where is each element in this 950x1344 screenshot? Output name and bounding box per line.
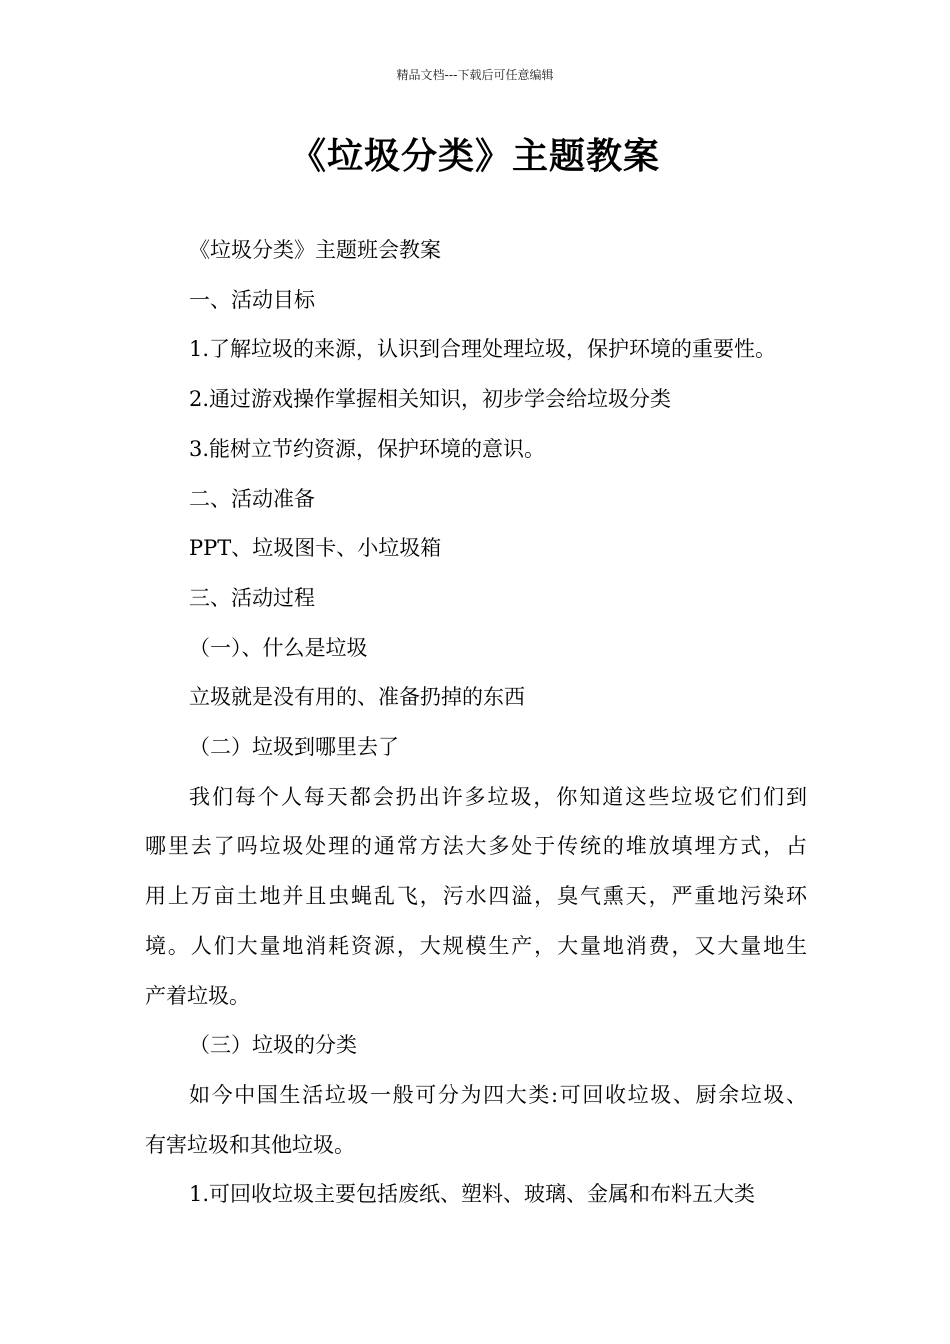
paragraph-line: 如今中国生活垃圾一般可分为四大类:可回收垃圾、厨余垃圾、: [189, 1082, 807, 1107]
list-item: 2.通过游戏操作掌握相关知识，初步学会给垃圾分类: [189, 387, 672, 412]
paragraph-line: 我们每个人每天都会扔出许多垃圾，你知道这些垃圾它们们到: [189, 784, 807, 809]
sub-heading: （一）、什么是垃圾: [189, 635, 368, 660]
section-heading: 一、活动目标: [189, 287, 315, 312]
sub-heading: （三）垃圾的分类: [189, 1033, 357, 1058]
list-item: 1.可回收垃圾主要包括废纸、塑料、玻璃、金属和布料五大类: [189, 1182, 756, 1207]
text-line: 立圾就是没有用的、准备扔掉的东西: [189, 685, 525, 710]
paragraph-line: 产着垃圾。: [145, 983, 250, 1008]
text-line: PPT、垃圾图卡、小垃圾箱: [189, 536, 442, 561]
document-title: 《垃圾分类》主题教案: [289, 136, 660, 177]
paragraph-line: 用上万亩土地并且虫蝇乱飞，污水四溢，臭气熏天，严重地污染环: [145, 884, 807, 909]
sub-heading: （二）垃圾到哪里去了: [189, 735, 399, 760]
section-heading: 二、活动准备: [189, 486, 315, 511]
section-heading: 三、活动过程: [189, 585, 315, 610]
list-item: 1.了解垃圾的来源，认识到合理处理垃圾，保护环境的重要性。: [189, 337, 777, 362]
list-item: 3.能树立节约资源，保护环境的意识。: [189, 436, 546, 461]
paragraph-line: 哪里去了吗垃圾处理的通常方法大多处于传统的堆放填埋方式，占: [145, 834, 807, 859]
document-body: [145, 226, 807, 1220]
paragraph-line: 境。人们大量地消耗资源，大规模生产，大量地消费，又大量地生: [145, 933, 807, 958]
paragraph: [145, 773, 807, 1022]
paragraph-line: 有害垃圾和其他垃圾。: [145, 1132, 355, 1157]
paragraph: [145, 1071, 807, 1170]
subtitle-line: 《垃圾分类》主题班会教案: [189, 238, 441, 262]
header-note: 精品文档---下载后可任意编辑: [396, 68, 554, 82]
